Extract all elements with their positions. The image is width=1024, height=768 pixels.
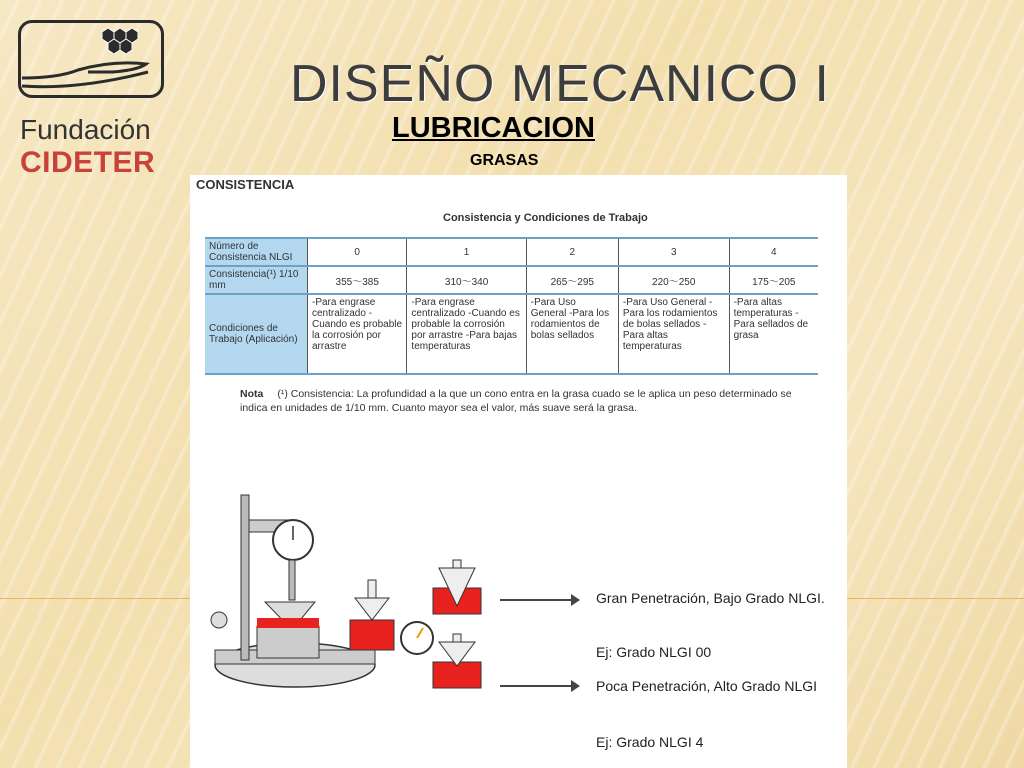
table-cell: 355～385 — [308, 266, 407, 294]
arrow-high-penetration — [500, 599, 578, 601]
table-note — [240, 387, 810, 415]
table-row — [205, 294, 818, 374]
arrow-low-penetration — [500, 685, 578, 687]
logo-text-fundacion: Fundación — [20, 114, 151, 145]
row-header-conditions: Condiciones de Trabajo (Aplicación) — [205, 294, 308, 374]
table-cell: 310～340 — [407, 266, 526, 294]
label-low-penetration: Poca Penetración, Alto Grado NLGI — [596, 678, 818, 694]
table-cell: 265～295 — [526, 266, 618, 294]
table-cell: 175～205 — [729, 266, 818, 294]
table-cell: -Para engrase centralizado -Cuando es probable la corrosión por arrastre — [308, 294, 407, 374]
table-cell: -Para Uso General -Para los rodamientos de bolas sellados — [526, 294, 618, 374]
row-header-nlgi: Número de Consistencia NLGI — [205, 238, 308, 266]
table-cell: 2 — [526, 238, 618, 266]
table-row — [205, 238, 818, 266]
row-header-consistency: Consistencia(¹) 1/10 mm — [205, 266, 308, 294]
table-cell: 4 — [729, 238, 818, 266]
figure-heading: CONSISTENCIA — [196, 177, 295, 192]
table-cell: 1 — [407, 238, 526, 266]
nlgi-table — [205, 237, 818, 375]
table-cell: 220～250 — [618, 266, 729, 294]
hand-hexagon-icon — [18, 20, 168, 100]
example-high-penetration: Ej: Grado NLGI 00 — [596, 644, 712, 660]
table-row — [205, 266, 818, 294]
note-label: Nota — [240, 388, 264, 400]
table-cell: -Para altas temperaturas -Para sellados de grasa — [729, 294, 818, 374]
logo-text-cideter: CIDETER — [20, 146, 156, 179]
slide-title: DISEÑO MECANICO I — [290, 55, 830, 113]
slide-subtitle: LUBRICACION — [392, 112, 595, 144]
note-text: (¹) Consistencia: La profundidad a la que un cono entra en la grasa cuado se le aplica un peso determinado se indica en unidades de 1/10 mm. Cuanto mayor sea el valor, más suave será la grasa. — [240, 388, 792, 414]
table-cell: -Para engrase centralizado -Cuando es probable la corrosión por arrastre -Para bajas temperaturas — [407, 294, 526, 374]
section-heading: GRASAS — [470, 152, 539, 169]
fundacion-cideter-logo — [18, 20, 170, 179]
table-cell: -Para Uso General -Para los rodamientos de bolas sellados -Para altas temperaturas — [618, 294, 729, 374]
table-cell: 3 — [618, 238, 729, 266]
example-low-penetration: Ej: Grado NLGI 4 — [596, 734, 704, 750]
table-cell: 0 — [308, 238, 407, 266]
grease-sample — [257, 618, 319, 628]
label-high-penetration: Gran Penetración, Bajo Grado NLGI. — [596, 590, 825, 606]
table-title: Consistencia y Condiciones de Trabajo — [443, 212, 648, 224]
penetrometer-illustration — [205, 490, 585, 730]
